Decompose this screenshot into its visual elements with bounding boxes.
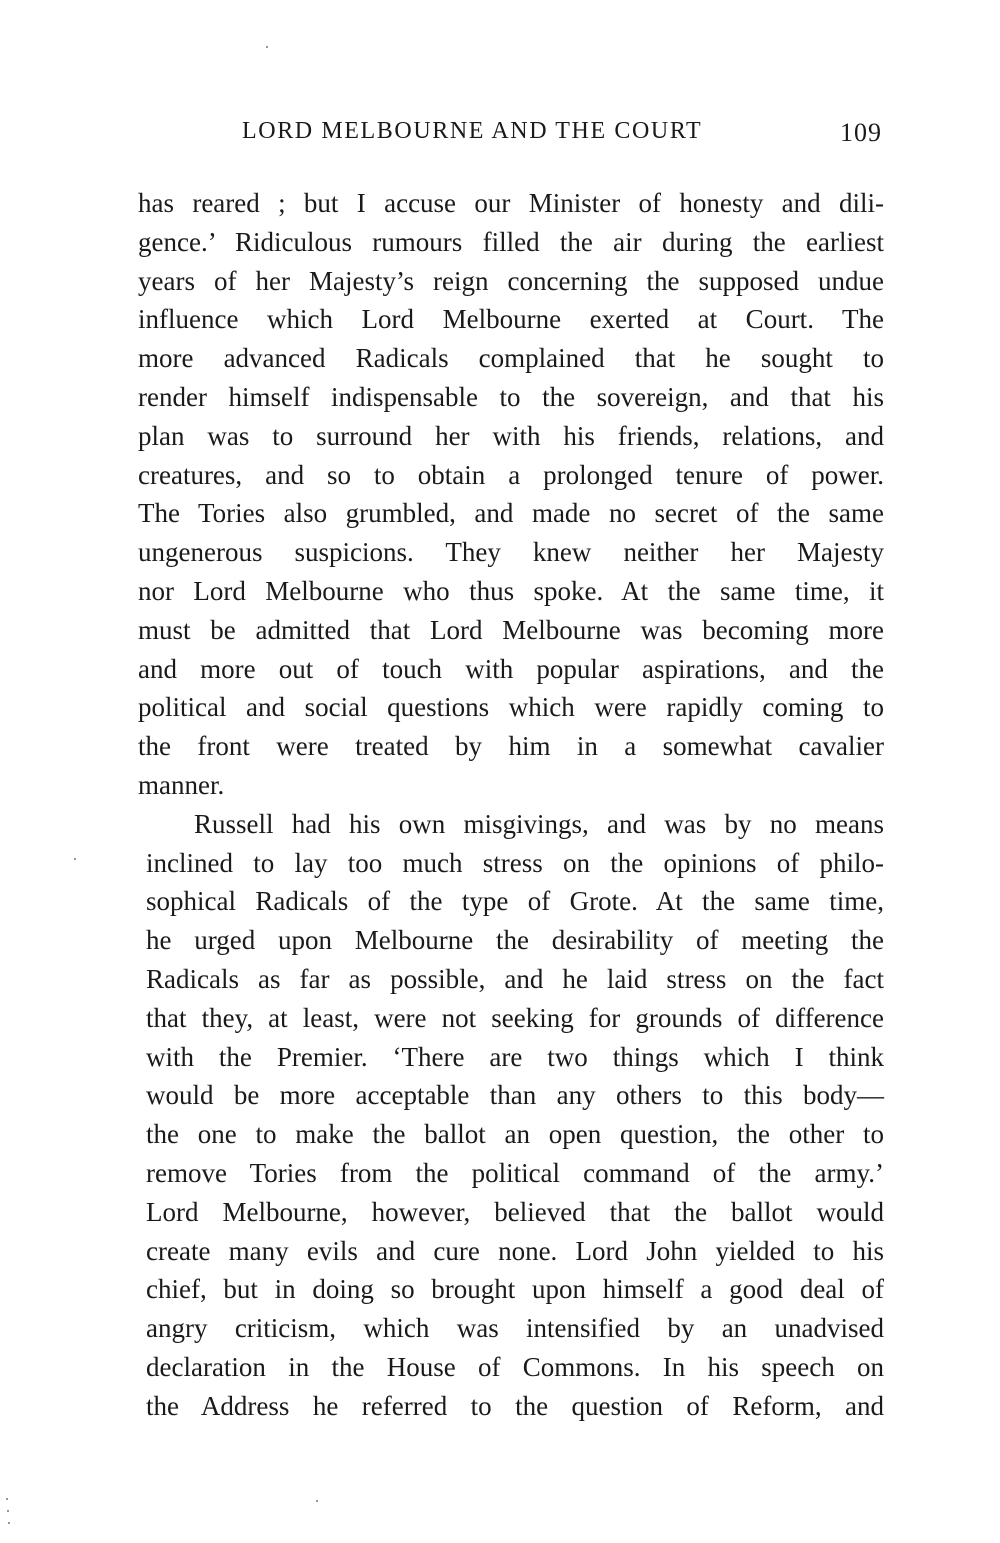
scan-speck <box>8 1522 10 1524</box>
text-line: Lord Melbourne, however, believed that the ballot would <box>146 1196 884 1227</box>
page-number: 109 <box>840 118 882 147</box>
text-line: the Address he referred to the question of Reform, and <box>146 1390 884 1421</box>
scan-speck <box>316 1500 318 1502</box>
text-line: Radicals as far as possible, and he laid stress on the fact <box>146 963 884 994</box>
text-line: would be more acceptable than any others to this body— <box>146 1080 884 1111</box>
text-line: sophical Radicals of the type of Grote. At the same time, <box>146 886 884 917</box>
text-line: the front were treated by him in a somewhat cavalier <box>138 731 884 762</box>
text-line: nor Lord Melbourne who thus spoke. At the same time, it <box>138 575 884 606</box>
text-line: The Tories also grumbled, and made no secret of the same <box>138 498 884 529</box>
text-line: Russell had his own misgivings, and was by no means <box>194 808 884 839</box>
text-line: more advanced Radicals complained that he sought to <box>138 343 884 374</box>
paragraph-2 <box>146 805 884 1426</box>
text-line: chief, but in doing so brought upon himself a good deal of <box>146 1274 884 1305</box>
scan-speck <box>266 46 268 48</box>
text-line: he urged upon Melbourne the desirability of meeting the <box>146 925 884 956</box>
scan-speck <box>74 858 76 860</box>
paragraph-1 <box>138 184 884 805</box>
text-line: and more out of touch with popular aspirations, and the <box>138 653 884 684</box>
text-line: gence.’ Ridiculous rumours filled the air during the earliest <box>138 226 884 257</box>
text-line: with the Premier. ‘There are two things which I think <box>146 1041 884 1072</box>
page-header <box>242 118 882 154</box>
text-line: ungenerous suspicions. They knew neither her Majesty <box>138 537 884 568</box>
text-line: creatures, and so to obtain a prolonged tenure of power. <box>138 459 884 490</box>
text-line: that they, at least, were not seeking for grounds of difference <box>146 1002 884 1033</box>
text-line: render himself indispensable to the sovereign, and that his <box>138 381 884 412</box>
text-line: political and social questions which were rapidly coming to <box>138 692 884 723</box>
text-line: has reared ; but I accuse our Minister of honesty and dili- <box>138 188 884 218</box>
text-line: angry criticism, which was intensified by an unadvised <box>146 1313 884 1344</box>
text-line: create many evils and cure none. Lord John yielded to his <box>146 1235 884 1266</box>
body-text <box>138 184 884 1426</box>
text-line: manner. <box>138 769 225 800</box>
text-line: declaration in the House of Commons. In his speech on <box>146 1351 884 1382</box>
text-line: inclined to lay too much stress on the opinions of philo- <box>146 847 884 878</box>
text-line: remove Tories from the political command of the army.’ <box>146 1157 884 1188</box>
scan-speck <box>6 1498 8 1500</box>
text-line: the one to make the ballot an open question, the other to <box>146 1119 884 1150</box>
text-line: influence which Lord Melbourne exerted at Court. The <box>138 304 884 335</box>
scan-speck <box>7 1510 9 1512</box>
running-title: LORD MELBOURNE AND THE COURT <box>242 118 703 144</box>
text-line: plan was to surround her with his friends, relations, and <box>138 420 884 451</box>
text-line: must be admitted that Lord Melbourne was becoming more <box>138 614 884 645</box>
text-line: years of her Majesty’s reign concerning the supposed undue <box>138 265 884 296</box>
